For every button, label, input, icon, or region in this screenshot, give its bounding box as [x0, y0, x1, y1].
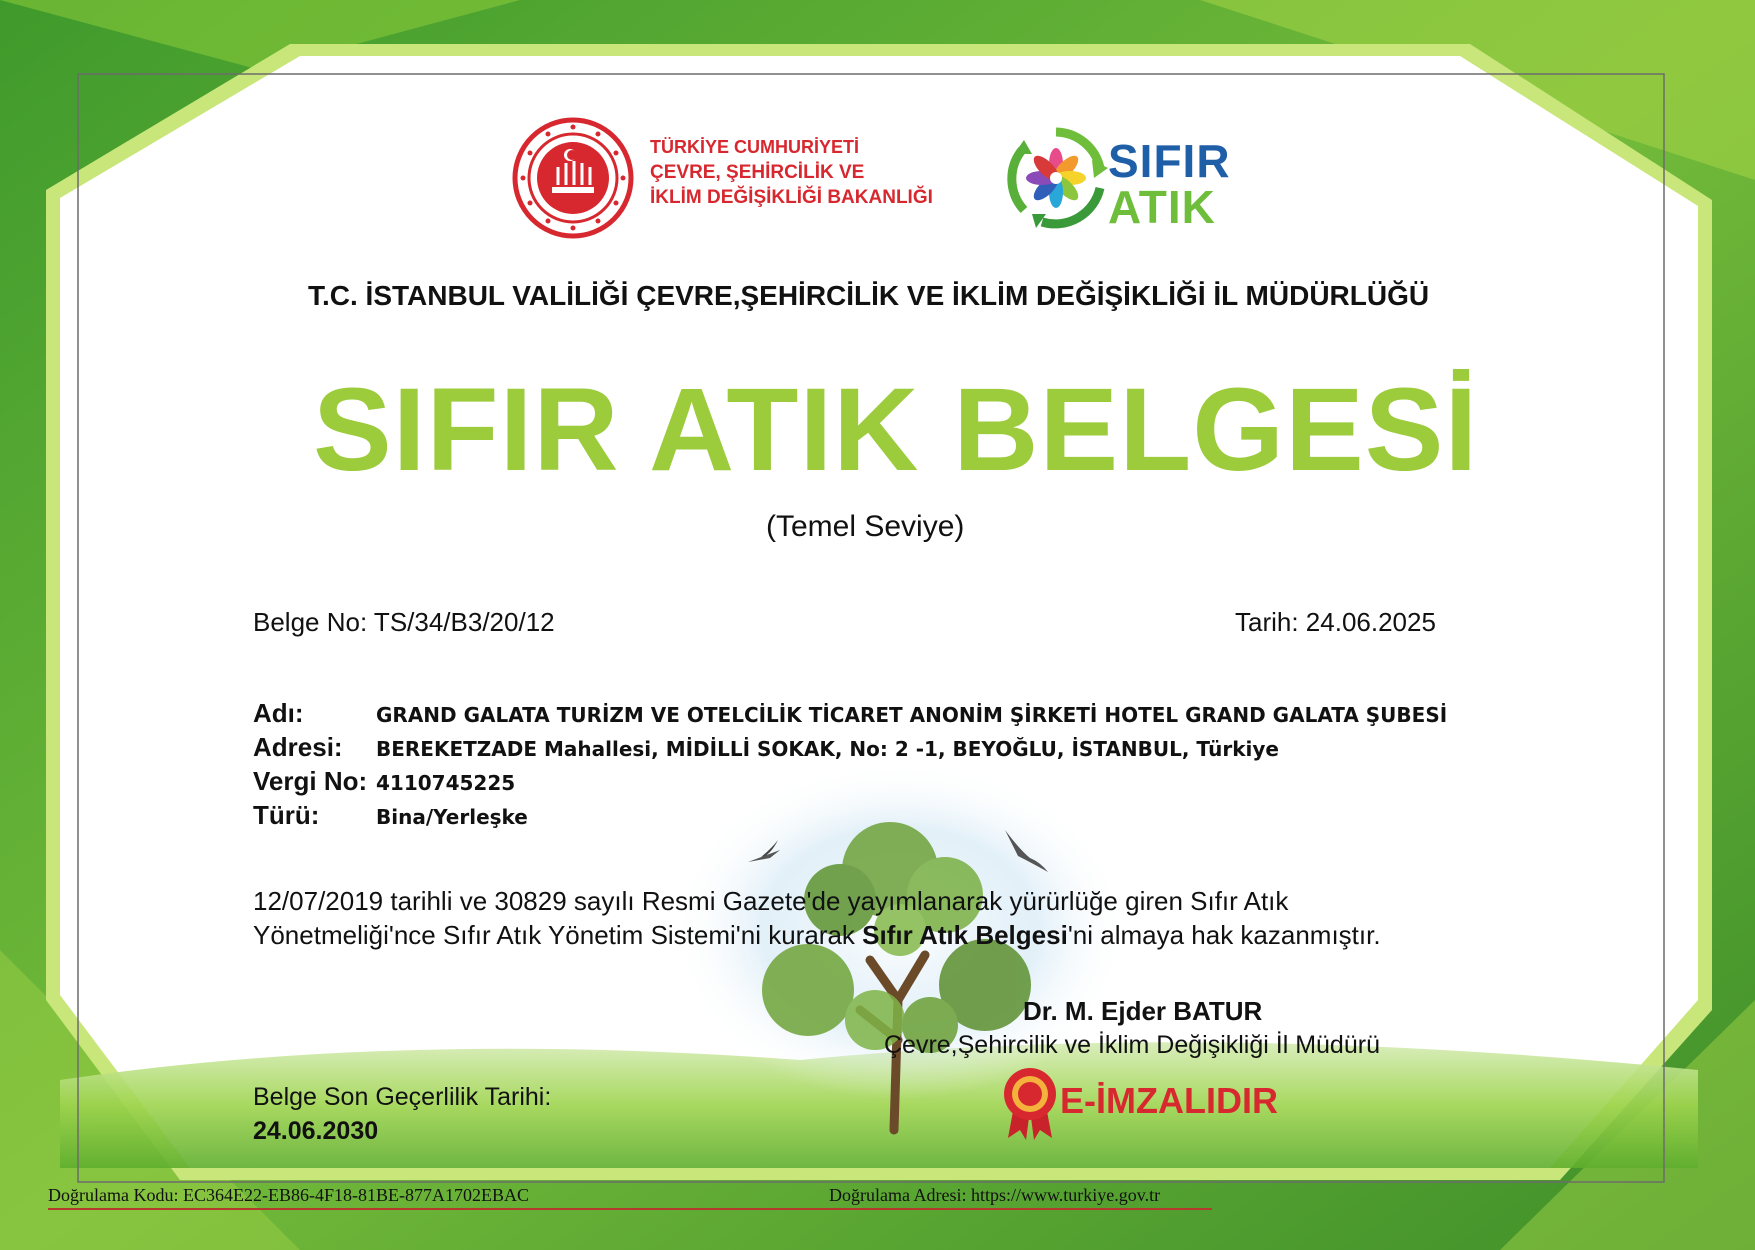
zero-waste-logo — [1002, 124, 1242, 240]
zero-waste-logo-line2: ATIK — [1108, 181, 1216, 233]
ministry-logo-line3: İKLİM DEĞİŞİKLİĞİ BAKANLIĞI — [650, 187, 933, 208]
statement-line1: 12/07/2019 tarihli ve 30829 sayılı Resmi Gazete'de yayımlanarak yürürlüğe giren Sıfır Atık — [253, 886, 1289, 916]
verification-address[interactable]: Doğrulama Adresi: https://www.turkiye.gov.tr — [829, 1185, 1161, 1205]
organization-heading: T.C. İSTANBUL VALİLİĞİ ÇEVRE,ŞEHİRCİLİK VE İKLİM DEĞİŞİKLİĞİ İL MÜDÜRLÜĞÜ — [308, 280, 1430, 311]
type-value: Bina/Yerleşke — [376, 805, 528, 829]
validity-date: 24.06.2030 — [253, 1117, 379, 1145]
seal-icon — [1000, 1066, 1060, 1140]
address-label: Adresi: — [253, 732, 343, 762]
recycle-flower-icon — [1002, 124, 1110, 232]
statement-line2-start: Yönetmeliği'nce Sıfır Atık Yönetim Sistemi'ni kurarak — [253, 920, 863, 950]
issue-date: Tarih: 24.06.2025 — [1235, 607, 1436, 637]
name-label: Adı: — [253, 698, 304, 728]
validity-label: Belge Son Geçerlilik Tarihi: — [253, 1083, 552, 1111]
address-value: BEREKETZADE Mahallesi, MİDİLLİ SOKAK, No: 2 -1, BEYOĞLU, İSTANBUL, Türkiye — [376, 737, 1279, 761]
document-number: Belge No: TS/34/B3/20/12 — [253, 607, 555, 637]
zero-waste-logo-line1: SIFIR — [1108, 135, 1231, 187]
ministry-logo-line2: ÇEVRE, ŞEHİRCİLİK VE — [650, 162, 865, 183]
e-signature-text: E-İMZALIDIR — [1060, 1080, 1278, 1121]
name-value: GRAND GALATA TURİZM VE OTELCİLİK TİCARET ANONİM ŞİRKETİ HOTEL GRAND GALATA ŞUBESİ — [376, 703, 1448, 727]
statement-line2-end: 'ni almaya hak kazanmıştır. — [1067, 920, 1381, 950]
signatory-name: Dr. M. Ejder BATUR — [1023, 996, 1263, 1026]
tax-number-value: 4110745225 — [376, 771, 516, 795]
statement-line2 — [253, 920, 1381, 951]
certificate-title: SIFIR ATIK BELGESİ — [313, 364, 1479, 496]
ministry-emblem-icon — [512, 117, 634, 239]
statement-line2-bold: Sıfır Atık Belgesi — [862, 920, 1068, 950]
verification-code: Doğrulama Kodu: EC364E22-EB86-4F18-81BE-877A1702EBAC — [48, 1185, 529, 1205]
ministry-logo — [512, 115, 942, 240]
tax-number-label: Vergi No: — [253, 766, 368, 796]
signatory-title: Çevre,Şehircilik ve İklim Değişikliği İl Müdürü — [884, 1031, 1380, 1059]
footer-underline — [48, 1208, 1212, 1210]
ministry-logo-line1: TÜRKİYE CUMHURİYETİ — [650, 137, 860, 157]
e-signature-badge — [1000, 1066, 1310, 1140]
type-label: Türü: — [253, 800, 320, 830]
certificate-subtitle: (Temel Seviye) — [766, 510, 965, 543]
